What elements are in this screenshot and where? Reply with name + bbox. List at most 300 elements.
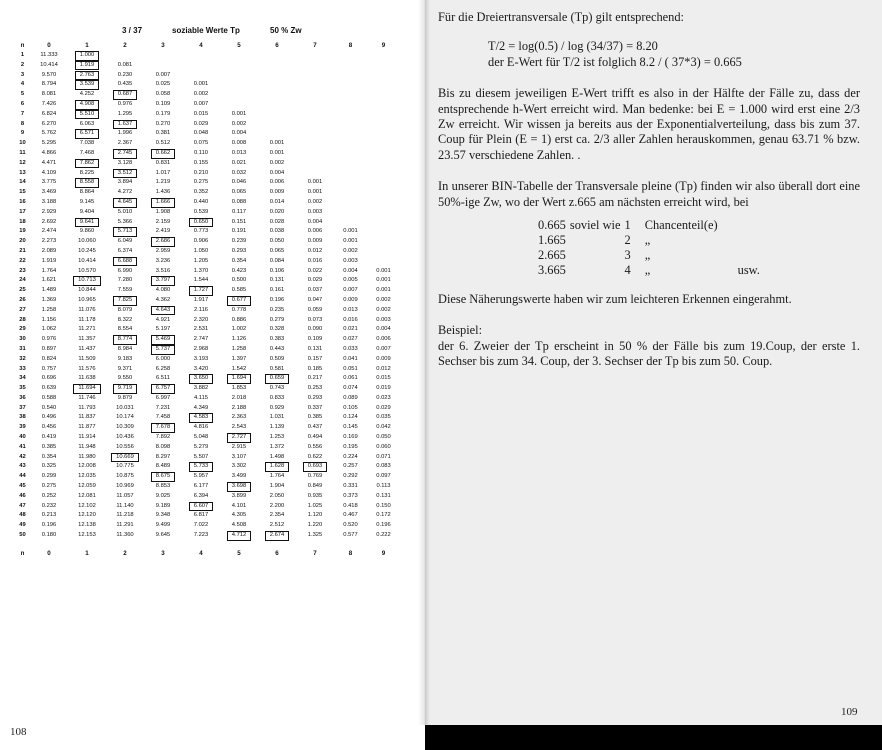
- highlighted-cell: [220, 482, 258, 492]
- table-cell: [182, 129, 220, 139]
- cell-value: 0.097: [376, 473, 391, 480]
- table-cell: [334, 188, 367, 198]
- table-cell: [220, 511, 258, 521]
- cell-value: 7.038: [79, 140, 95, 147]
- table-cell: [220, 423, 258, 433]
- cell-value: 0.003: [343, 257, 358, 264]
- cell-value: 0.001: [193, 81, 209, 88]
- table-cell: [106, 511, 144, 521]
- table-cell: [68, 482, 106, 492]
- table-cell: [68, 502, 106, 512]
- table-cell: [144, 100, 182, 110]
- table-cell: [296, 325, 334, 335]
- cell-value: 0.029: [307, 277, 323, 284]
- table-cell: [296, 472, 334, 482]
- cell-value: 7.458: [155, 414, 171, 421]
- cell-value: 0.012: [307, 247, 323, 254]
- row-index: 8: [20, 120, 25, 127]
- table-cell: [144, 433, 182, 443]
- table-cell: [367, 149, 400, 159]
- continuation-note: [722, 218, 764, 233]
- table-cell: [144, 110, 182, 120]
- table-cell: [106, 365, 144, 375]
- cell-value: 0.058: [155, 91, 171, 98]
- table-cell: [258, 120, 296, 130]
- table-cell: [296, 218, 334, 228]
- cell-value: 0.005: [343, 277, 358, 284]
- highlighted-value: 0.659: [265, 374, 290, 384]
- cell-value: 9.189: [155, 502, 171, 509]
- paragraph-2: In unserer BIN-Tabelle der Transversale pleine (Tp) finden wir also überall dort eine 50%-ige Zw, wo der Wert z.665 am nächsten erreicht wird, bei: [438, 179, 860, 209]
- column-footer: 9: [381, 549, 386, 557]
- table-cell: [296, 482, 334, 492]
- table-cell: [367, 423, 400, 433]
- table-cell: [258, 61, 296, 71]
- cell-value: 0.019: [376, 385, 391, 392]
- table-cell: [334, 139, 367, 149]
- table-cell: [220, 443, 258, 453]
- table-cell: [106, 247, 144, 257]
- table-cell: [258, 413, 296, 423]
- cell-value: 0.252: [41, 492, 57, 499]
- table-cell: [334, 247, 367, 257]
- cell-value: 2.363: [231, 414, 247, 421]
- cell-value: 0.016: [343, 316, 358, 323]
- highlighted-cell: [68, 159, 106, 169]
- table-cell: [258, 521, 296, 531]
- highlighted-value: 3.650: [189, 374, 214, 384]
- cell-value: 0.089: [343, 394, 358, 401]
- table-cell: [106, 521, 144, 531]
- table-cell: [144, 90, 182, 100]
- table-cell: [258, 453, 296, 463]
- cell-value: 0.381: [155, 130, 171, 137]
- table-cell: [296, 531, 334, 541]
- table-cell: [296, 316, 334, 326]
- cell-value: 10.414: [78, 257, 96, 264]
- table-cell: [30, 198, 68, 208]
- table-cell: [30, 276, 68, 286]
- table-cell: [367, 492, 400, 502]
- table-cell: [106, 237, 144, 247]
- cell-value: 0.210: [193, 169, 209, 176]
- table-cell: [182, 472, 220, 482]
- intro-paragraph: Für die Dreiertransversale (Tp) gilt entsprechend:: [438, 10, 684, 24]
- table-cell: [334, 404, 367, 414]
- cell-value: 0.002: [343, 247, 358, 254]
- table-cell: [68, 374, 106, 384]
- table-cell: [182, 511, 220, 521]
- table-row: [15, 90, 400, 100]
- cell-value: 11.360: [116, 532, 134, 539]
- cell-value: 0.145: [343, 424, 358, 431]
- cell-value: 0.014: [269, 198, 285, 205]
- cell-value: 0.383: [269, 336, 285, 343]
- cell-value: 0.352: [193, 189, 209, 196]
- highlighted-cell: [182, 413, 220, 423]
- cell-value: 0.179: [155, 110, 171, 117]
- table-cell: [182, 433, 220, 443]
- cell-value: 0.035: [376, 414, 391, 421]
- cell-value: 1.436: [155, 189, 171, 196]
- row-index: 10: [19, 140, 26, 147]
- table-cell: [334, 159, 367, 169]
- cell-value: 8.297: [155, 453, 171, 460]
- cell-value: 0.195: [343, 443, 358, 450]
- table-cell: [68, 306, 106, 316]
- table-cell: [220, 267, 258, 277]
- cell-value: 0.155: [193, 159, 209, 166]
- cell-value: 8.322: [117, 316, 133, 323]
- table-cell: [106, 531, 144, 541]
- cell-value: 10.414: [40, 61, 58, 68]
- highlighted-cell: [220, 531, 258, 541]
- table-cell: [258, 149, 296, 159]
- table-spacer: [15, 541, 400, 549]
- table-cell: [258, 51, 296, 61]
- cell-value: 11.638: [78, 375, 96, 382]
- table-cell: [182, 247, 220, 257]
- cell-value: 3.894: [117, 179, 133, 186]
- cell-value: 0.440: [193, 198, 209, 205]
- table-row: [15, 110, 400, 120]
- paragraph-1: Bis zu diesem jeweiligen E-Wert trifft es also in der Hälfte der Fälle zu, dass der entsprechende h-Wert erreicht wird. Man bedenke: bei E = 1.000 wird erst eine 2/3 Zw erreicht. Wir wissen ja bereits aus der Exponentialverteilung, dass bis zum 37. Coup für Plein (E = 1) erst ca. 2/3 aller Zahlen herauskommen, genau 63.71 % bzw. 23.57 verschiedene Zahlen. .: [438, 86, 860, 162]
- table-cell: [258, 188, 296, 198]
- table-cell: [296, 247, 334, 257]
- cell-value: 10.060: [78, 238, 96, 245]
- table-cell: [68, 521, 106, 531]
- cell-value: 0.897: [41, 345, 57, 352]
- table-cell: [220, 110, 258, 120]
- table-cell: [144, 188, 182, 198]
- row-index: 5: [20, 91, 25, 98]
- cell-value: 1.325: [307, 532, 323, 539]
- table-cell: [30, 100, 68, 110]
- table-cell: [144, 482, 182, 492]
- table-cell: [68, 531, 106, 541]
- cell-value: 0.074: [343, 385, 358, 392]
- table-cell: [220, 129, 258, 139]
- table-cell: [106, 462, 144, 472]
- row-index: 6: [20, 100, 25, 107]
- cell-value: 10.875: [116, 473, 134, 480]
- table-row: [15, 257, 400, 267]
- cell-value: 2.747: [193, 336, 209, 343]
- highlighted-value: 1.000: [75, 51, 100, 61]
- highlighted-value: 0.662: [151, 149, 176, 159]
- cell-value: 2.474: [41, 228, 57, 235]
- table-cell: [296, 257, 334, 267]
- table-cell: [68, 453, 106, 463]
- page-number-right: 109: [841, 706, 858, 718]
- table-cell: [258, 472, 296, 482]
- row-index: 27: [19, 306, 26, 313]
- cell-value: 9.183: [117, 355, 133, 362]
- cell-value: 0.001: [343, 238, 358, 245]
- cell-value: 0.270: [155, 120, 171, 127]
- table-cell: [367, 129, 400, 139]
- cell-value: 12.138: [78, 522, 96, 529]
- table-cell: [334, 276, 367, 286]
- cell-value: 8.794: [41, 81, 57, 88]
- cell-value: 0.293: [231, 247, 247, 254]
- cell-value: 0.025: [155, 81, 171, 88]
- highlighted-cell: [144, 276, 182, 286]
- cell-value: 0.257: [343, 463, 358, 470]
- cell-value: 0.180: [41, 532, 57, 539]
- table-cell: [296, 198, 334, 208]
- cell-value: 1.220: [307, 522, 323, 529]
- table-cell: [144, 129, 182, 139]
- cell-value: 2.089: [41, 247, 57, 254]
- table-cell: [182, 139, 220, 149]
- highlighted-cell: [106, 227, 144, 237]
- table-row: [15, 462, 400, 472]
- cell-value: 0.001: [231, 110, 247, 117]
- table-cell: [30, 90, 68, 100]
- cell-value: 1.126: [231, 336, 247, 343]
- table-cell: [30, 247, 68, 257]
- table-cell: [258, 169, 296, 179]
- table-cell: [144, 247, 182, 257]
- comparison-word: soviel wie: [569, 218, 621, 233]
- column-header: 7: [313, 42, 317, 50]
- cell-value: 5.010: [117, 208, 133, 215]
- row-index: 1: [20, 52, 25, 58]
- cell-value: 0.046: [231, 179, 247, 186]
- chance-count: 2: [624, 233, 631, 248]
- cell-value: 0.196: [269, 296, 285, 303]
- table-cell: [258, 257, 296, 267]
- table-row: [15, 374, 400, 384]
- cell-value: 6.997: [155, 394, 171, 401]
- cell-value: 3.882: [193, 385, 209, 392]
- cell-value: 0.520: [343, 522, 358, 529]
- table-cell: [30, 110, 68, 120]
- cell-value: 6.990: [117, 267, 133, 274]
- table-cell: [68, 492, 106, 502]
- cell-value: 7.426: [41, 100, 57, 107]
- table-cell: [30, 365, 68, 375]
- row-index: 12: [19, 159, 26, 166]
- chance-count: 1: [624, 218, 631, 233]
- table-cell: [258, 316, 296, 326]
- cell-value: 1.025: [307, 502, 323, 509]
- cell-value: 0.419: [41, 434, 57, 441]
- table-cell: [296, 502, 334, 512]
- cell-value: 4.508: [231, 522, 247, 529]
- table-cell: [182, 316, 220, 326]
- highlighted-value: 10.713: [73, 276, 101, 286]
- highlighted-value: 9.719: [113, 384, 138, 394]
- table-cell: [182, 110, 220, 120]
- table-cell: [68, 296, 106, 306]
- table-row: [15, 316, 400, 326]
- table-cell: [367, 335, 400, 345]
- cell-value: 0.003: [376, 316, 391, 323]
- column-footer: 0: [47, 549, 51, 557]
- cell-value: 0.007: [376, 345, 391, 352]
- cell-value: 4.471: [41, 159, 57, 166]
- table-cell: [30, 394, 68, 404]
- cell-value: 6.000: [155, 355, 171, 362]
- table-cell: [220, 316, 258, 326]
- approx-row: [538, 263, 764, 278]
- table-cell: [106, 71, 144, 81]
- table-cell: [106, 139, 144, 149]
- highlighted-value: 1.727: [189, 286, 214, 296]
- table-cell: [258, 335, 296, 345]
- row-index: 13: [19, 169, 26, 176]
- table-cell: [334, 472, 367, 482]
- highlighted-value: 5.469: [151, 335, 176, 345]
- table-cell: [367, 110, 400, 120]
- table-cell: [182, 149, 220, 159]
- table-cell: [296, 394, 334, 404]
- table-row: [15, 472, 400, 482]
- cell-value: 1.498: [269, 453, 285, 460]
- row-index: 49: [19, 522, 26, 529]
- table-cell: [367, 120, 400, 130]
- table-cell: [106, 472, 144, 482]
- table-row: [15, 531, 400, 541]
- highlighted-cell: [182, 374, 220, 384]
- cell-value: 0.084: [269, 257, 285, 264]
- table-cell: [367, 433, 400, 443]
- highlighted-cell: [68, 110, 106, 120]
- row-index: 35: [19, 385, 26, 392]
- table-cell: [182, 120, 220, 130]
- cell-value: 0.065: [231, 189, 247, 196]
- cell-value: 0.161: [269, 287, 285, 294]
- cell-value: 0.172: [376, 512, 391, 519]
- table-cell: [258, 80, 296, 90]
- row-index: 22: [19, 257, 26, 264]
- highlighted-cell: [258, 462, 296, 472]
- table-cell: [68, 355, 106, 365]
- row-index: 14: [19, 179, 26, 186]
- table-cell: [68, 188, 106, 198]
- table-cell: [334, 453, 367, 463]
- cell-value: 6.049: [117, 238, 133, 245]
- highlighted-value: 4.712: [227, 531, 252, 541]
- highlighted-cell: [144, 149, 182, 159]
- cell-value: 10.245: [78, 247, 96, 254]
- cell-value: 5.048: [193, 434, 209, 441]
- table-cell: [367, 462, 400, 472]
- highlighted-value: 4.643: [151, 306, 176, 316]
- table-cell: [182, 325, 220, 335]
- cell-value: 0.467: [343, 512, 358, 519]
- table-cell: [220, 521, 258, 531]
- cell-value: 0.196: [376, 522, 391, 529]
- table-cell: [220, 276, 258, 286]
- table-cell: [296, 365, 334, 375]
- table-cell: [334, 178, 367, 188]
- table-cell: [106, 345, 144, 355]
- table-cell: [144, 453, 182, 463]
- table-cell: [182, 51, 220, 61]
- cell-value: 0.124: [343, 414, 358, 421]
- table-cell: [296, 404, 334, 414]
- row-index: 23: [19, 267, 26, 274]
- cell-value: 0.151: [231, 218, 247, 225]
- cell-value: 3.107: [231, 453, 247, 460]
- cell-value: 2.512: [269, 522, 285, 529]
- table-row: [15, 276, 400, 286]
- column-header: 8: [348, 42, 353, 50]
- paragraph-4: der 6. Zweier der Tp erscheint in 50 % der Fälle bis zum 19.Coup, der erste 1. Sechser bis zum 34. Coup, der 3. Sechser der Tp bis zum 50. Coup.: [438, 338, 860, 369]
- table-cell: [68, 198, 106, 208]
- column-footer: 2: [123, 549, 127, 557]
- cell-value: 10.969: [116, 483, 134, 490]
- cell-value: 0.001: [307, 189, 323, 196]
- column-footer: 5: [237, 549, 241, 557]
- table-row: [15, 502, 400, 512]
- table-cell: [296, 374, 334, 384]
- table-cell: [334, 169, 367, 179]
- table-cell: [367, 198, 400, 208]
- table-cell: [220, 149, 258, 159]
- cell-value: 0.006: [307, 228, 323, 235]
- table-cell: [334, 80, 367, 90]
- table-cell: [144, 257, 182, 267]
- table-cell: [30, 149, 68, 159]
- table-cell: [334, 521, 367, 531]
- table-row: [15, 306, 400, 316]
- table-row: [15, 433, 400, 443]
- cell-value: 0.029: [193, 120, 209, 127]
- table-cell: [296, 169, 334, 179]
- cell-value: 2.959: [155, 247, 171, 254]
- table-cell: [334, 208, 367, 218]
- table-cell: [296, 276, 334, 286]
- cell-value: 0.275: [41, 483, 57, 490]
- table-cell: [220, 384, 258, 394]
- cell-value: 11.271: [78, 326, 96, 333]
- cell-value: 0.556: [307, 443, 323, 450]
- cell-value: 8.489: [155, 463, 171, 470]
- cell-value: 0.385: [41, 443, 57, 450]
- table-cell: [182, 61, 220, 71]
- table-cell: [182, 80, 220, 90]
- cell-value: 0.023: [376, 394, 391, 401]
- table-cell: [106, 492, 144, 502]
- table-row: [15, 208, 400, 218]
- table-cell: [367, 257, 400, 267]
- highlighted-cell: [144, 472, 182, 482]
- cell-value: 0.935: [307, 492, 323, 499]
- highlighted-value: 1.694: [227, 374, 252, 384]
- cell-value: 0.001: [376, 287, 391, 294]
- table-row: [15, 188, 400, 198]
- table-cell: [30, 257, 68, 267]
- cell-value: 0.007: [193, 100, 209, 107]
- table-cell: [182, 365, 220, 375]
- table-cell: [30, 306, 68, 316]
- table-cell: [258, 365, 296, 375]
- table-row: [15, 61, 400, 71]
- row-index: 33: [19, 365, 26, 372]
- table-cell: [296, 511, 334, 521]
- cell-value: 11.076: [78, 306, 96, 313]
- table-cell: [367, 511, 400, 521]
- table-cell: [296, 423, 334, 433]
- table-cell: [30, 218, 68, 228]
- cell-value: 0.191: [231, 228, 247, 235]
- table-cell: [220, 71, 258, 81]
- column-header: 0: [47, 42, 51, 50]
